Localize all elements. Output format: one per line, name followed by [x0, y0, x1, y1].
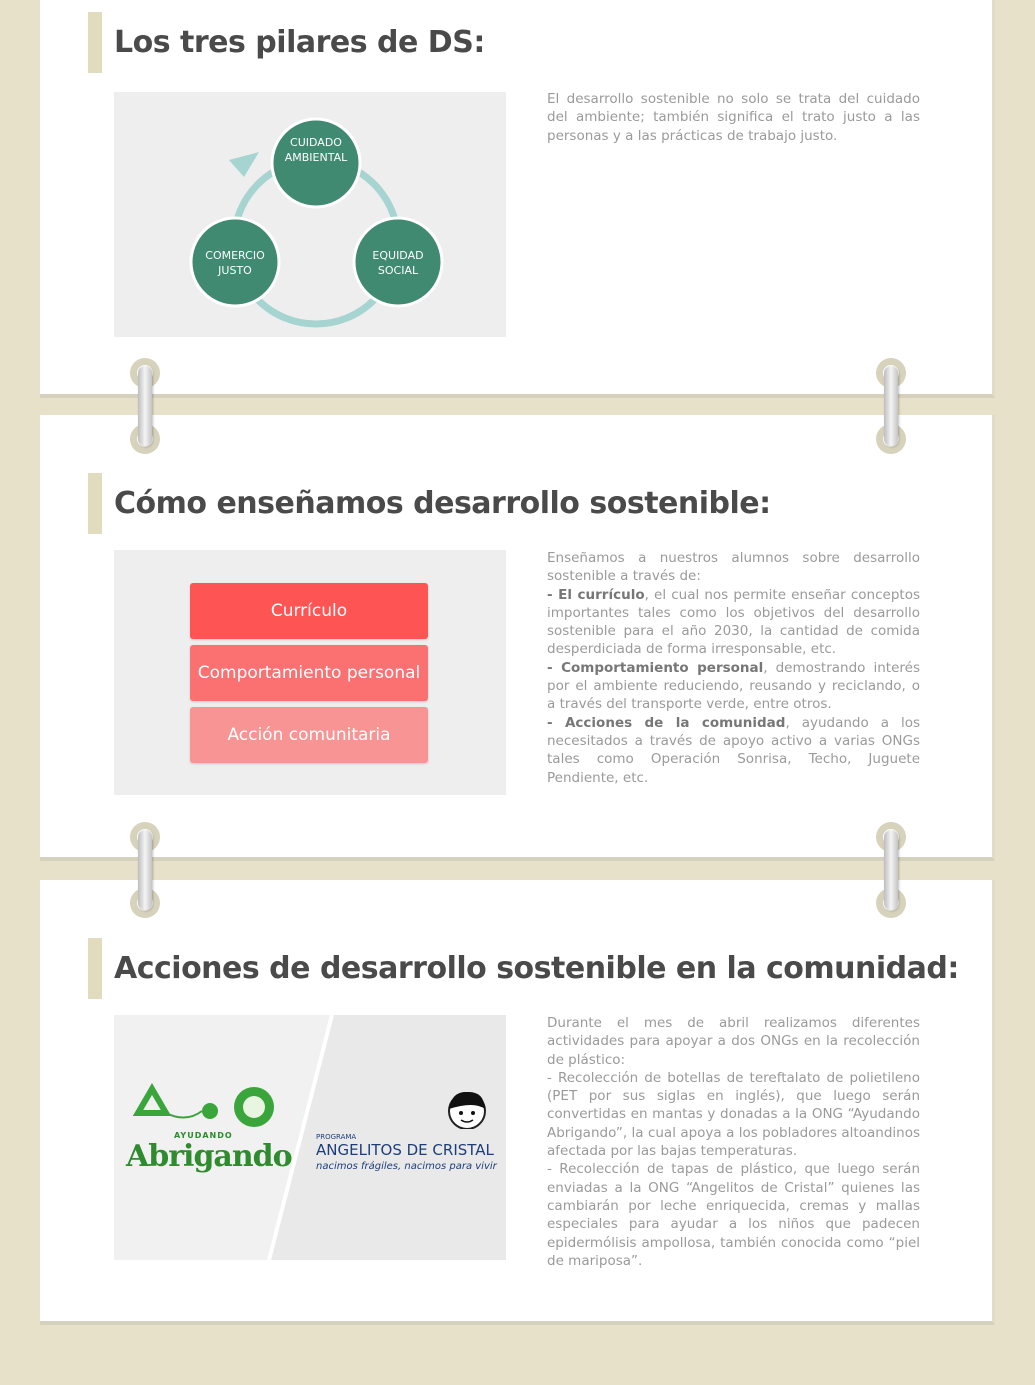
teaching-intro: Enseñamos a nuestros alumnos sobre desarrollo sostenible a través de: [547, 550, 920, 585]
section-title: Acciones de desarrollo sostenible en la comunidad: [114, 951, 959, 986]
community-description [547, 1014, 920, 1270]
heading-accent-bar [88, 938, 102, 999]
accion-comunitaria-block: Acción comunitaria [190, 707, 428, 763]
binder-ring [876, 358, 906, 454]
item-3-label: - Acciones de la comunidad [547, 714, 786, 731]
node-left-line1: COMERCIO [205, 249, 265, 262]
section-heading [88, 938, 959, 999]
node-comercio-justo [191, 218, 279, 306]
programa-text: PROGRAMA [316, 1133, 357, 1141]
angelitos-de-cristal-logo [314, 1095, 504, 1175]
item-3-text: , ayudando a los necesitados a través de apoyo activo a varias ONGs tales como Operación Sonrisa, Techo, Juguete Pendiente, etc. [547, 714, 921, 786]
heading-accent-bar [88, 473, 102, 534]
card-como-ensenamos [40, 415, 995, 861]
node-top-line1: CUIDADO [290, 136, 342, 149]
node-right-line2: SOCIAL [377, 264, 419, 277]
child-face-icon [314, 1089, 504, 1129]
teaching-methods-panel [114, 550, 506, 795]
teaching-description [547, 549, 920, 787]
community-para-2: - Recolección de botellas de tereftalato de polietileno (PET por sus siglas en inglés), que luego serán convertidas en mantas y donadas a la ONG “Ayudando Abrigando”, la cual apoya a los pobladores altoandinos afectada por las bajas temperaturas. [547, 1069, 920, 1160]
section-heading [88, 473, 771, 534]
teaching-item-2 [547, 659, 920, 714]
item-2-label: - Comportamiento personal [547, 659, 764, 676]
node-left-line2: JUSTO [218, 264, 252, 277]
binder-ring [130, 358, 160, 454]
binder-ring [876, 822, 906, 918]
pillars-paragraph: El desarrollo sostenible no solo se trata del cuidado del ambiente; también significa el trato justo a las personas y a las prácticas de trabajo justo. [547, 91, 920, 144]
node-right-line1: EQUIDAD [372, 249, 424, 262]
section-title: Los tres pilares de DS: [114, 25, 485, 60]
card-tres-pilares [40, 0, 995, 398]
comportamiento-personal-block: Comportamiento personal [190, 645, 428, 701]
ayudando-text: AYUDANDO [174, 1131, 233, 1140]
ayudando-abrigando-logo [126, 1083, 292, 1183]
teaching-item-3 [547, 714, 920, 787]
section-title: Cómo enseñamos desarrollo sostenible: [114, 486, 771, 521]
curriculo-block: Currículo [190, 583, 428, 639]
angelitos-tagline: nacimos frágiles, nacimos para vivir [316, 1161, 497, 1172]
abrigando-text: Abrigando [126, 1139, 292, 1174]
node-equidad-social [354, 218, 442, 306]
heading-accent-bar [88, 12, 102, 73]
ngo-logos-panel [114, 1015, 506, 1260]
community-para-1: Durante el mes de abril realizamos diferentes actividades para apoyar a dos ONGs en la recolección de plástico: [547, 1015, 920, 1068]
item-2-text: , demostrando interés por el ambiente reduciendo, reusando y reciclando, o a través del transporte verde, entre otros. [547, 659, 920, 713]
cycle-arrowhead [229, 152, 259, 177]
node-top-line2: AMBIENTAL [284, 151, 348, 164]
pillars-diagram [114, 92, 506, 337]
item-1-label: - El currículo [547, 586, 645, 603]
pillars-cycle-svg [114, 92, 506, 337]
item-1-text: , el cual nos permite enseñar conceptos importantes tales como los objetivos del desarrollo sostenible para el año 2030, la cantidad de comida desperdiciada de forma irresponsable, etc. [547, 586, 920, 658]
card-acciones-comunidad [40, 880, 995, 1325]
teaching-item-1 [547, 586, 920, 659]
section-heading [88, 12, 485, 73]
binder-ring [130, 822, 160, 918]
community-para-3: - Recolección de tapas de plástico, que luego serán enviadas a la ONG “Angelitos de Cristal” quienes las cambiarán por leche enriquecida, cremas y mallas especiales para ayudar a los niños que padecen epidermólisis ampollosa, también conocida como “piel de mariposa”. [547, 1161, 920, 1269]
pillars-description [547, 90, 920, 145]
angelitos-text: ANGELITOS DE CRISTAL [316, 1141, 494, 1159]
